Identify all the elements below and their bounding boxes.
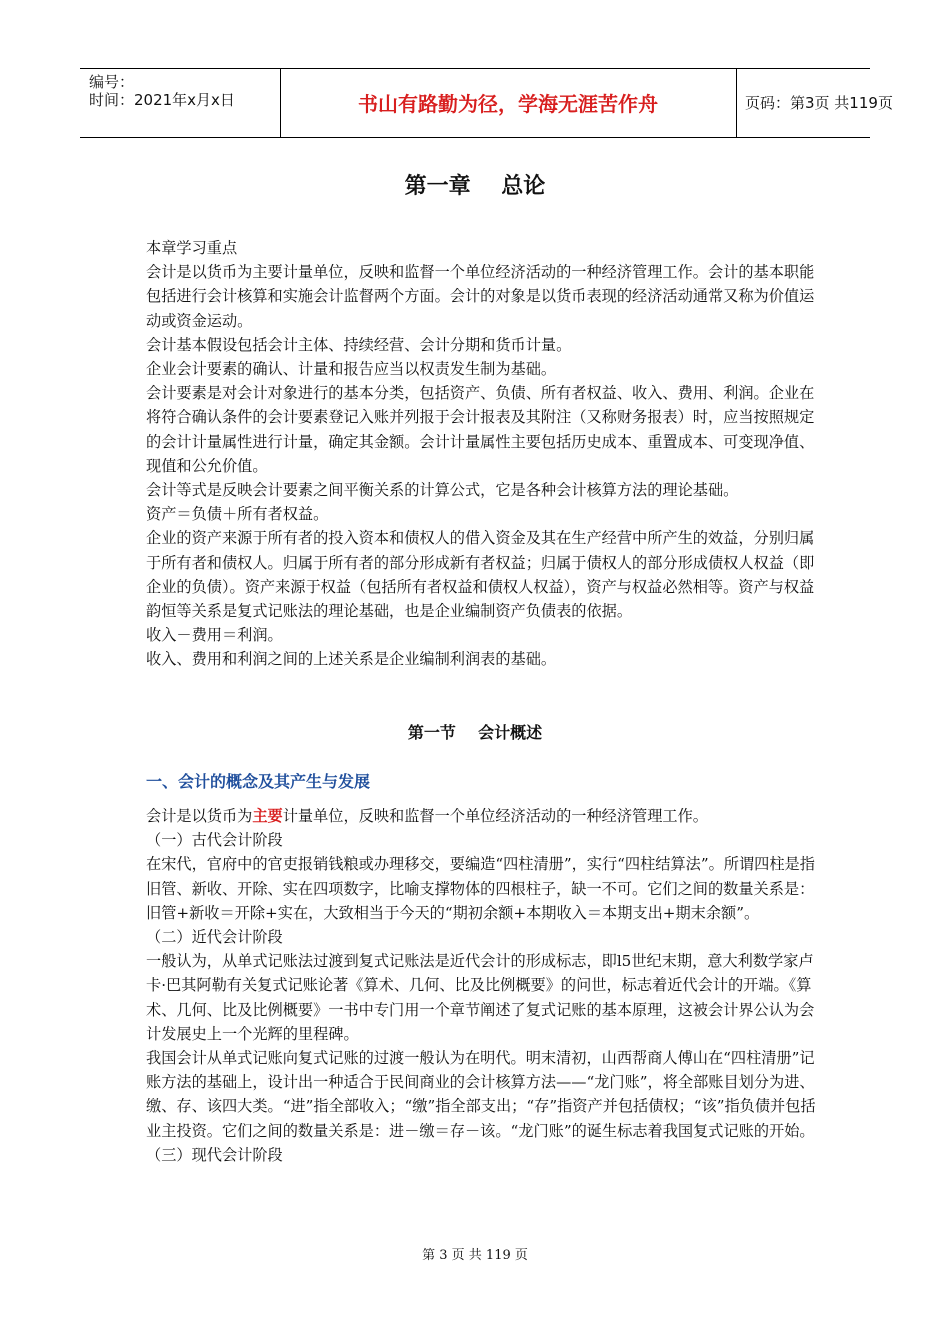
section-paragraph: （二）近代会计阶段: [146, 928, 283, 947]
definition-paragraph: [146, 804, 816, 828]
header-motto-cell: [280, 69, 737, 137]
section-paragraph: （一）古代会计阶段: [146, 831, 283, 850]
intro-paragraph: 企业的资产来源于所有者的投入资本和债权人的借入资金及其在生产经营中所产生的效益，分别归属于所有者和债权人。归属于所有者的部分形成新有者权益；归属于债权人的部分形成债权人权益（即企业的负债）。资产来源于权益（包括所有者权益和债权人权益），资产与权益必然相等。资产与权益韵恒等关系是复式记账法的理论基础，也是企业编制资产负债表的依据。: [146, 529, 815, 621]
definition-text-before: 会计是以货币为: [146, 807, 253, 825]
intro-paragraph: 会计是以货币为主要计量单位，反映和监督一个单位经济活动的一种经济管理工作。会计的基本职能包括进行会计核算和实施会计监督两个方面。会计的对象是以货币表现的经济活动通常又称为价值运动或资金运动。: [146, 263, 815, 330]
section-paragraph: （三）现代会计阶段: [146, 1145, 283, 1164]
section-title: 第一节 会计概述: [407, 723, 543, 742]
intro-paragraph: 会计等式是反映会计要素之间平衡关系的计算公式，它是各种会计核算方法的理论基础。: [146, 481, 739, 500]
document-date-label: 时间：2021年x月x日: [89, 91, 235, 109]
chapter-title: 第一章 总论: [404, 174, 546, 199]
definition-highlight: 主要: [252, 807, 283, 825]
section-subheading: 一、会计的概念及其产生与发展: [146, 772, 371, 791]
definition-text-after: 计量单位，反映和监督一个单位经济活动的一种经济管理工作。: [282, 807, 708, 825]
intro-paragraph: 企业会计要素的确认、计量和报告应当以权责发生制为基础。: [146, 360, 557, 379]
section-body: [146, 804, 816, 1167]
document-number-label: 编号：: [89, 73, 135, 91]
intro-paragraph: 本章学习重点: [146, 239, 238, 257]
header-meta-cell: [80, 69, 281, 137]
intro-paragraph: 收入、费用和利润之间的上述关系是企业编制利润表的基础。: [146, 650, 557, 669]
intro-paragraph: 会计要素是对会计对象进行的基本分类，包括资产、负债、所有者权益、收入、费用、利润。企业在将符合确认条件的会计要素登记入账并列报于会计报表及其附注（又称财务报表）时，应当按照规定的会计计量属性进行计量，确定其金额。会计计量属性主要包括历史成本、重置成本、可变现净值、现值和公允价值。: [146, 384, 815, 475]
page-footer: 第 3 页 共 119 页: [422, 1248, 528, 1263]
header-page-info: 页码：第3页 共119页: [745, 94, 893, 112]
header-page-cell: [736, 69, 893, 137]
document-header: [80, 68, 893, 138]
intro-paragraph: 会计基本假设包括会计主体、持续经营、会计分期和货币计量。: [146, 335, 572, 354]
header-motto: 书山有路勤为径，学海无涯苦作舟: [358, 92, 658, 116]
section-paragraph: 一般认为，从单式记账法过渡到复式记账法是近代会计的形成标志，即l5世纪末期，意大利数学家卢卡·巴其阿勒有关复式记账论著《算术、几何、比及比例概要》的问世，标志着近代会计的开端。《算术、几何、比及比例概要》一书中专门用一个章节阐述了复式记账的基本原理，这被会计界公认为会计发展史上一个光辉的里程碑。: [146, 952, 815, 1043]
intro-paragraph: 资产＝负债＋所有者权益。: [146, 505, 329, 524]
intro-paragraph: 收入－费用＝利润。: [146, 626, 283, 645]
chapter-intro: [146, 236, 816, 672]
section-paragraph: 我国会计从单式记账向复式记账的过渡一般认为在明代。明末清初，山西帮商人傅山在“四柱清册”记账方法的基础上，设计出一种适合于民间商业的会计核算方法——“龙门账”，将全部账目划分为进、缴、存、该四大类。“进”指全部收入；“缴”指全部支出；“存”指资产并包括债权；“该”指负债并包括业主投资。它们之间的数量关系是：进－缴＝存－该。“龙门账”的诞生标志着我国复式记账的开始。: [146, 1049, 816, 1140]
section-paragraph: 在宋代，官府中的官吏报销钱粮或办理移交，要编造“四柱清册”，实行“四柱结算法”。所谓四柱是指旧管、新收、开除、实在四项数字，比喻支撑物体的四根柱子，缺一不可。它们之间的数量关系是：旧管+新收＝开除+实在，大致相当于今天的“期初余额+本期收入＝本期支出+期末余额”。: [146, 855, 815, 922]
